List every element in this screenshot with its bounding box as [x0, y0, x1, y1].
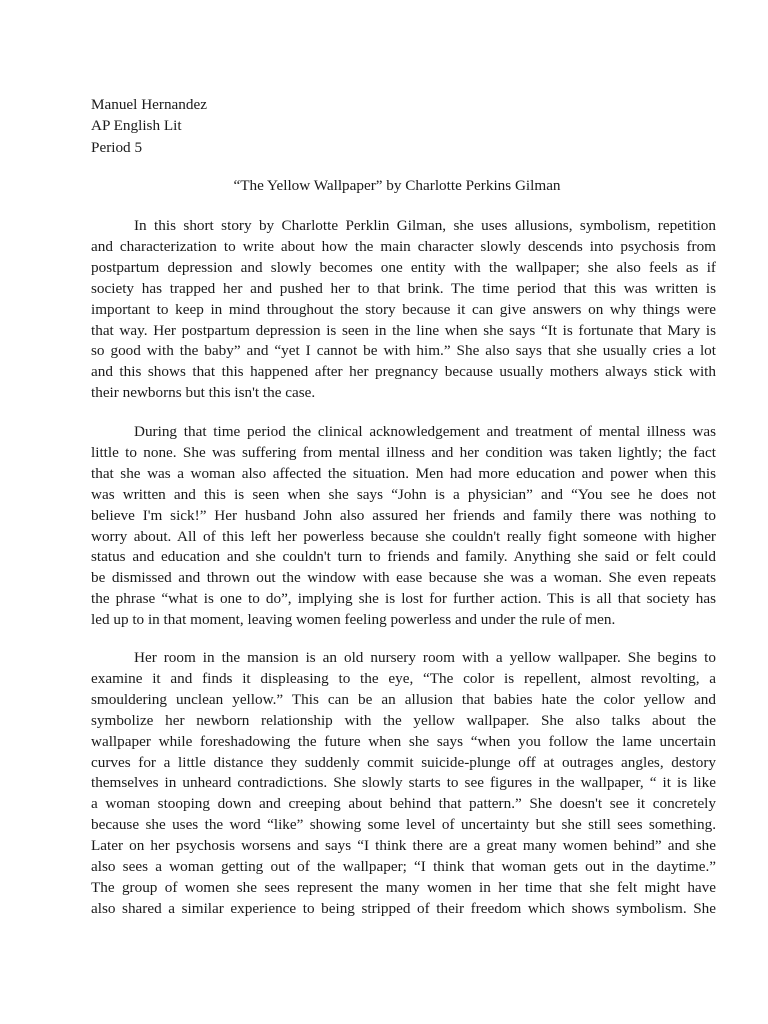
paragraph-line: also shared a similar experience to being stripped of their freedom which shows symbolism. She: [91, 899, 716, 917]
paragraph-line: symbolize her newborn relationship with the yellow wallpaper. She also talks about the: [91, 711, 716, 729]
paragraph-line: their newborns but this isn't the case.: [91, 384, 316, 402]
paragraph-line: Later on her psychosis worsens and says “I think there are a great many women behind” and she: [91, 837, 716, 855]
author-name: Manuel Hernandez: [91, 96, 207, 113]
paragraph-line: smouldering unclean yellow.” This can be an allusion that babies hate the color yellow and: [91, 690, 716, 708]
paragraph-line: little to none. She was suffering from mental illness and her condition was taken lightly; the fact: [91, 443, 716, 461]
paragraph-line: During that time period the clinical acknowledgement and treatment of mental illness was: [134, 423, 716, 440]
paragraph-line: wallpaper while foreshadowing the future when she says “when you follow the lame uncertain: [91, 732, 716, 750]
class-period: Period 5: [91, 138, 143, 156]
paragraph-line: led up to in that moment, leaving women feeling powerless and under the rule of men.: [91, 611, 616, 629]
paragraph-line: because she uses the word “like” showing some level of uncertainty but she still sees something.: [91, 816, 716, 834]
paragraph-line: Her room in the mansion is an old nursery room with a yellow wallpaper. She begins to: [134, 649, 716, 666]
paragraph-line: be dismissed and thrown out the window with ease because she was a woman. She even repeats: [91, 569, 716, 587]
paragraph-line: and this shows that this happened after her pregnancy because usually mothers always stick with: [91, 363, 716, 381]
paragraph-line: examine it and finds it displeasing to the eye, “The color is repellent, almost revolting, a: [91, 669, 716, 687]
paragraph-line: worry about. All of this left her powerless because she couldn't really fight someone with higher: [91, 527, 716, 545]
paragraph-line: a woman stooping down and creeping about behind that pattern.” She doesn't see it concretely: [91, 795, 716, 813]
paragraph-line: status and education and she couldn't turn to friends and family. Anything she said or felt could: [91, 548, 716, 566]
paragraph-line: believe I'm sick!” Her husband John also assured her friends and family there was nothing to: [91, 506, 716, 524]
paragraph-line: also sees a woman getting out of the wallpaper; “I think that woman gets out in the daytime.”: [91, 858, 716, 876]
paragraph-line: was written and this is seen when she says “John is a physician” and “You see he does not: [91, 485, 716, 503]
paragraph-3: [91, 648, 716, 920]
paragraph-line: society has trapped her and pushed her to that brink. The time period that this was written is: [91, 279, 716, 297]
paragraph-line: and characterization to write about how the main character slowly descends into psychosis from: [91, 237, 716, 255]
paragraph-line: important to keep in mind throughout the story because it can give answers on why things were: [91, 300, 716, 318]
paragraph-2: [91, 422, 716, 631]
paragraph-line: themselves in unheard contradictions. She slowly starts to see figures in the wallpaper, “ it is like: [91, 774, 716, 792]
paragraph-line: curves for a little distance they suddenly commit suicide-plunge off at outrages angles, destory: [91, 753, 716, 771]
essay-title: “The Yellow Wallpaper” by Charlotte Perkins Gilman: [233, 177, 561, 194]
paragraph-line: so good with the baby” and “yet I cannot be with him.” She also says that she usually cries a lot: [91, 342, 716, 360]
author-header: [91, 94, 207, 158]
paragraph-line: that way. Her postpartum depression is seen in the line when she says “It is fortunate that Mary is: [91, 321, 716, 339]
paragraph-line: the phrase “what is one to do”, implying she is lost for further action. This is all that society has: [91, 590, 716, 608]
paragraph-1: [91, 216, 716, 404]
paragraph-line: that she was a woman also affected the situation. Men had more education and power when this: [91, 464, 716, 482]
paragraph-line: In this short story by Charlotte Perklin Gilman, she uses allusions, symbolism, repetition: [134, 217, 716, 234]
paragraph-line: postpartum depression and slowly becomes one entity with the wallpaper; she also feels as if: [91, 258, 716, 276]
course-name: AP English Lit: [91, 117, 182, 135]
paragraph-line: The group of women she sees represent the many women in her time that she felt might have: [91, 878, 716, 896]
